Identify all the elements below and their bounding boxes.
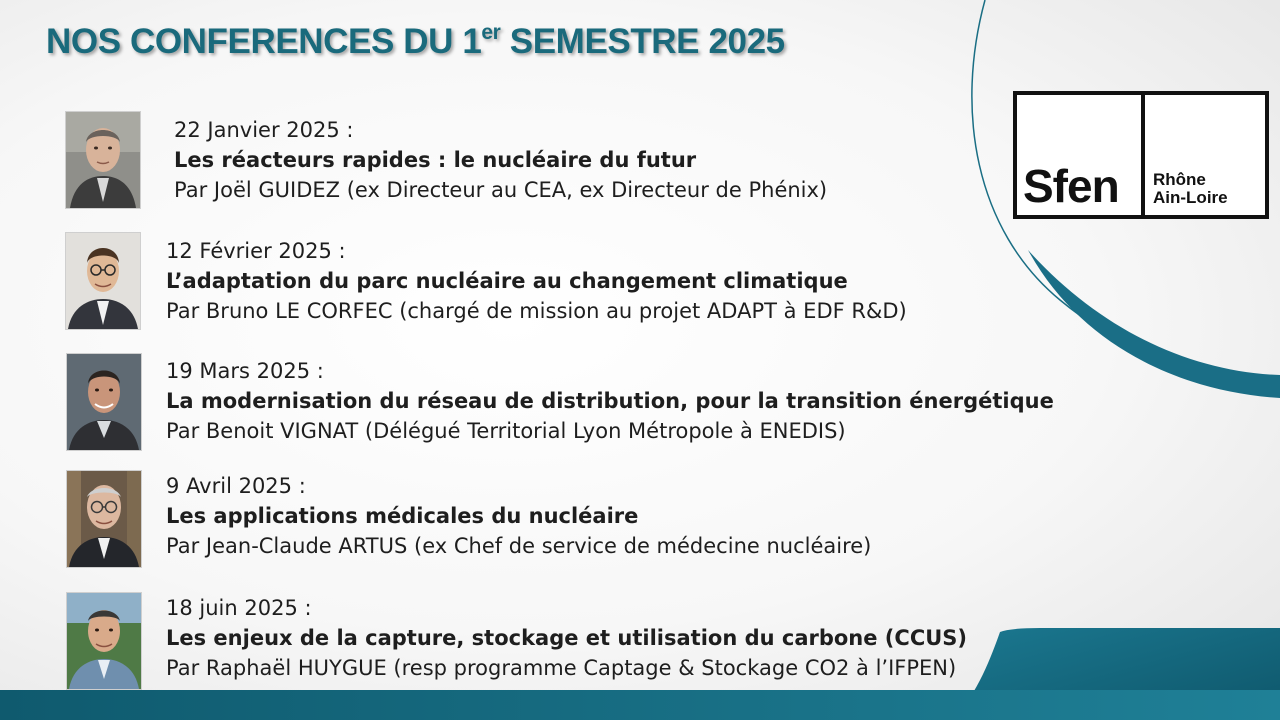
speaker-photo bbox=[65, 232, 141, 330]
slide-title bbox=[46, 22, 785, 62]
event-speaker: Par Bruno LE CORFEC (chargé de mission au projet ADAPT à EDF R&D) bbox=[166, 299, 907, 323]
logo-divider bbox=[1141, 95, 1145, 215]
event-speaker: Par Raphaël HUYGUE (resp programme Captage & Stockage CO2 à l’IFPEN) bbox=[166, 656, 957, 680]
event-title: Les réacteurs rapides : le nucléaire du futur bbox=[174, 148, 697, 172]
event-text bbox=[166, 593, 967, 683]
logo-region-line1: Rhône bbox=[1153, 170, 1206, 189]
teal-crescent bbox=[1028, 250, 1280, 398]
event-date: 19 Mars 2025 : bbox=[166, 359, 324, 383]
event-date: 22 Janvier 2025 : bbox=[174, 118, 354, 142]
event-text bbox=[166, 236, 907, 326]
speaker-photo bbox=[65, 111, 141, 209]
speaker-photo bbox=[66, 470, 142, 568]
event-speaker: Par Jean-Claude ARTUS (ex Chef de service de médecine nucléaire) bbox=[166, 534, 872, 558]
event-title: Les applications médicales du nucléaire bbox=[166, 504, 639, 528]
event-title: La modernisation du réseau de distribution, pour la transition énergétique bbox=[166, 389, 1054, 413]
bottom-band bbox=[0, 690, 1280, 720]
event-speaker: Par Joël GUIDEZ (ex Directeur au CEA, ex Directeur de Phénix) bbox=[174, 178, 828, 202]
speaker-photo bbox=[66, 353, 142, 451]
event-speaker: Par Benoit VIGNAT (Délégué Territorial Lyon Métropole à ENEDIS) bbox=[166, 419, 846, 443]
logo-region-line2: Ain-Loire bbox=[1153, 188, 1228, 207]
event-date: 9 Avril 2025 : bbox=[166, 474, 306, 498]
event-date: 12 Février 2025 : bbox=[166, 239, 346, 263]
speaker-photo bbox=[66, 592, 142, 690]
sfen-logo bbox=[1013, 91, 1269, 219]
title-main: NOS CONFERENCES DU 1 bbox=[46, 22, 482, 61]
title-superscript: er bbox=[481, 21, 501, 44]
event-text bbox=[166, 356, 1054, 446]
event-text bbox=[166, 471, 871, 561]
logo-region bbox=[1153, 171, 1228, 207]
event-title: Les enjeux de la capture, stockage et utilisation du carbone (CCUS) bbox=[166, 626, 968, 650]
logo-brand: Sfen bbox=[1023, 160, 1119, 212]
event-text bbox=[174, 115, 827, 205]
event-date: 18 juin 2025 : bbox=[166, 596, 312, 620]
title-rest: SEMESTRE 2025 bbox=[500, 22, 785, 61]
event-title: L’adaptation du parc nucléaire au changement climatique bbox=[166, 269, 848, 293]
